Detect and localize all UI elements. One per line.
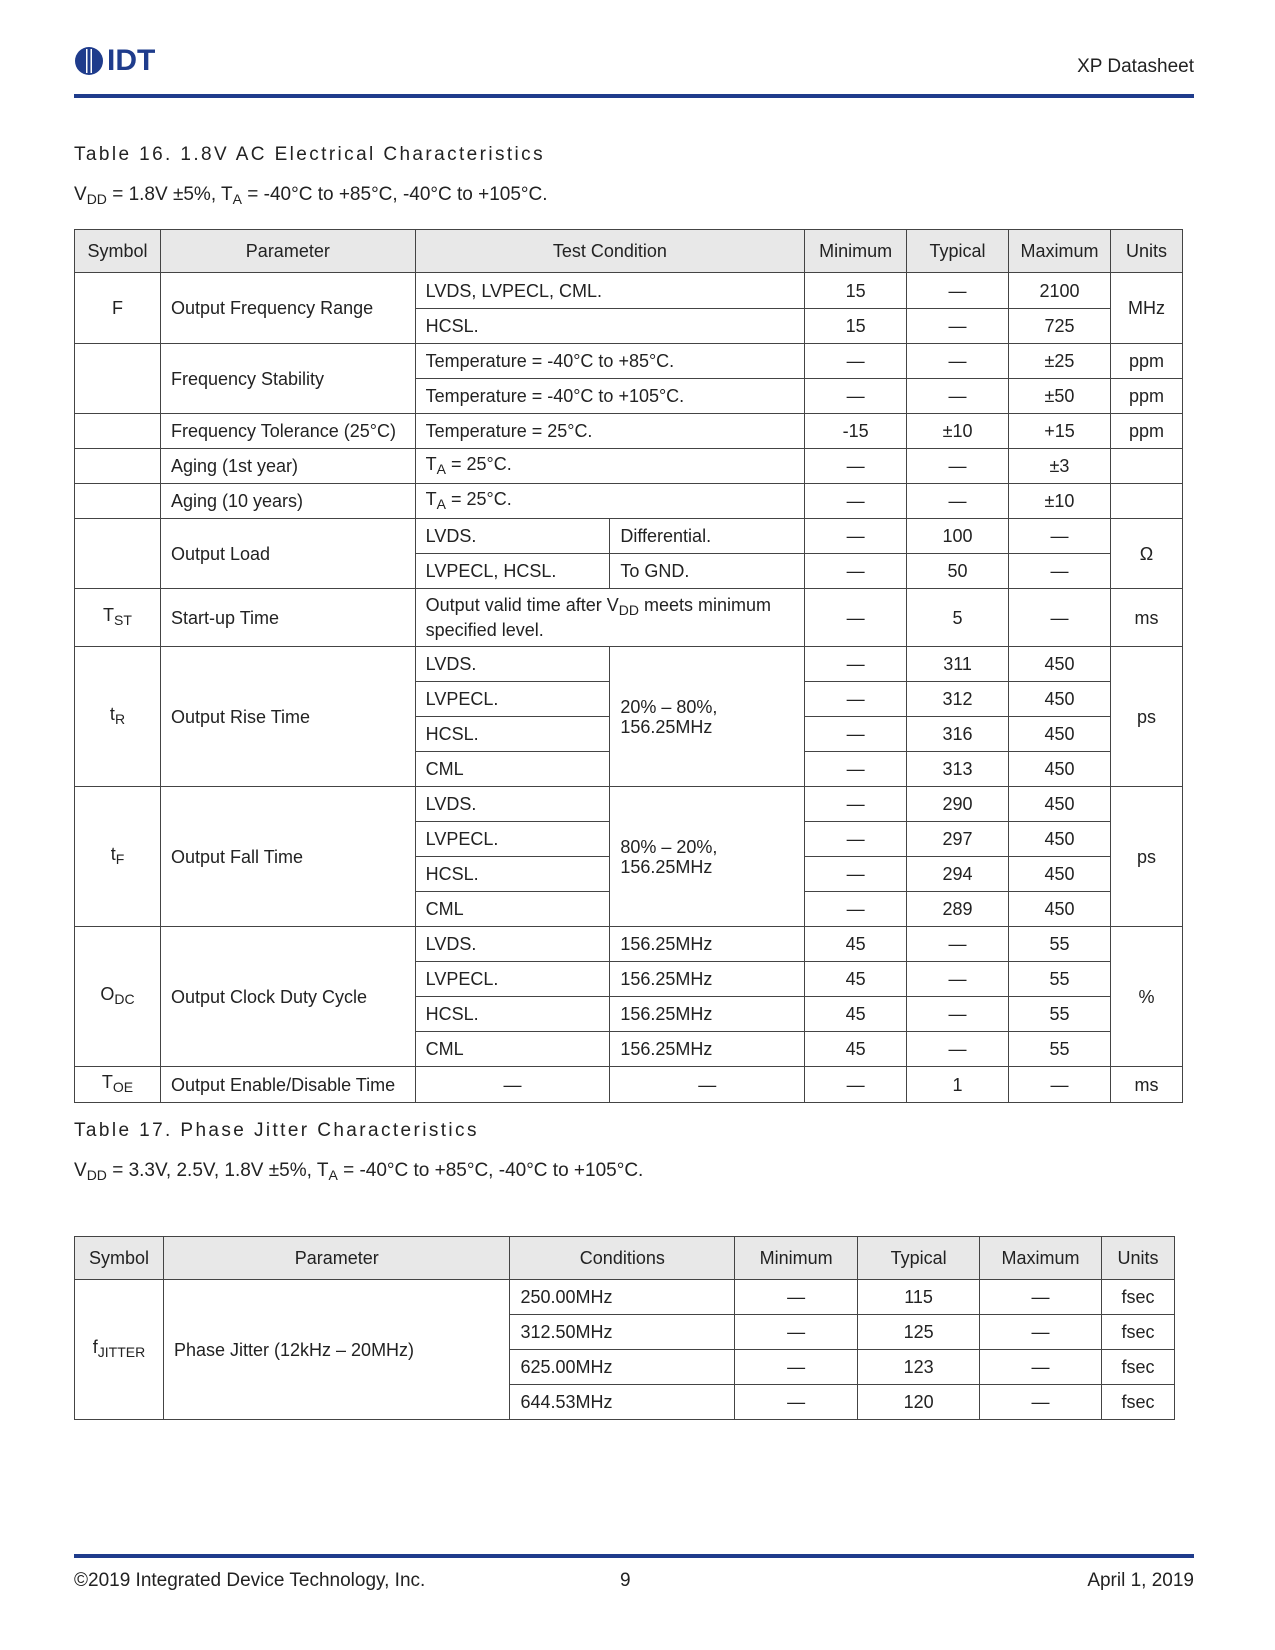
symbol-cell (75, 449, 161, 484)
typ-cell: — (907, 962, 1009, 997)
condition-cell: CML (415, 892, 610, 927)
max-cell: 450 (1009, 752, 1111, 787)
condition-cell-b: 156.25MHz (610, 1032, 805, 1067)
min-cell: — (735, 1280, 858, 1315)
min-cell: — (805, 752, 907, 787)
min-cell: — (805, 717, 907, 752)
parameter-cell: Output Frequency Range (160, 273, 415, 344)
logo-text: IDT (107, 44, 156, 77)
max-cell: — (980, 1315, 1102, 1350)
table-row (75, 1280, 1175, 1315)
min-cell: 45 (805, 927, 907, 962)
footer-rule (74, 1554, 1194, 1558)
symbol-cell: $t_F$ (75, 787, 161, 927)
parameter-cell: Start-up Time (160, 589, 415, 647)
idt-logo (74, 44, 155, 78)
parameter-cell: Output Rise Time (160, 647, 415, 787)
parameter-cell: Aging (1st year) (160, 449, 415, 484)
typ-cell: 1 (907, 1067, 1009, 1103)
condition-cell: LVDS. (415, 647, 610, 682)
typ-cell: 289 (907, 892, 1009, 927)
table16-header-row (75, 230, 1183, 273)
condition-cell: 625.00MHz (510, 1350, 735, 1385)
parameter-cell: Output Load (160, 519, 415, 589)
typ-cell: 297 (907, 822, 1009, 857)
typ-cell: — (907, 484, 1009, 519)
condition-cell: $T_A = 25^\circ C$. (415, 484, 804, 519)
min-cell: — (805, 787, 907, 822)
max-cell: 725 (1009, 309, 1111, 344)
units-cell (1110, 484, 1182, 519)
condition-cell-b: Differential. (610, 519, 805, 554)
min-cell: 45 (805, 1032, 907, 1067)
max-cell: — (980, 1280, 1102, 1315)
parameter-cell: Output Enable/Disable Time (160, 1067, 415, 1103)
condition-cell-b: 156.25MHz (610, 927, 805, 962)
min-cell: — (805, 589, 907, 647)
units-cell: fsec (1101, 1280, 1174, 1315)
max-cell: 450 (1009, 717, 1111, 752)
col-parameter: Parameter (163, 1237, 509, 1280)
min-cell: — (805, 857, 907, 892)
symbol-cell: $T_{OE}$ (75, 1067, 161, 1103)
idt-logo-icon (74, 46, 104, 76)
min-cell: — (735, 1350, 858, 1385)
units-cell: fsec (1101, 1385, 1174, 1420)
units-cell: ps (1110, 787, 1182, 927)
min-cell: — (805, 1067, 907, 1103)
max-cell: 55 (1009, 997, 1111, 1032)
condition-cell-b: 156.25MHz (610, 962, 805, 997)
typ-cell: — (907, 309, 1009, 344)
table-row (75, 787, 1183, 822)
table17-header-row (75, 1237, 1175, 1280)
table-row (75, 344, 1183, 379)
footer-date: April 1, 2019 (1087, 1570, 1194, 1591)
max-cell: 450 (1009, 822, 1111, 857)
page-number: 9 (620, 1570, 631, 1591)
table16-caption: Table 16. 1.8V AC Electrical Characteristics (74, 144, 545, 165)
min-cell: — (805, 344, 907, 379)
symbol-cell (75, 414, 161, 449)
min-cell: — (805, 484, 907, 519)
typ-cell: — (907, 997, 1009, 1032)
max-cell: — (1009, 589, 1111, 647)
max-cell: — (980, 1385, 1102, 1420)
col-typical: Typical (907, 230, 1009, 273)
col-minimum: Minimum (735, 1237, 858, 1280)
condition-cell: HCSL. (415, 309, 804, 344)
condition-cell: Output valid time after $V_{DD}$ meets minimum specified level. (415, 589, 804, 647)
typ-cell: — (907, 927, 1009, 962)
footer-copyright: ©2019 Integrated Device Technology, Inc. (74, 1570, 426, 1591)
parameter-cell: Frequency Tolerance (25°C) (160, 414, 415, 449)
condition-cell: HCSL. (415, 717, 610, 752)
units-cell: Ω (1110, 519, 1182, 589)
typ-cell: 290 (907, 787, 1009, 822)
condition-cell: HCSL. (415, 857, 610, 892)
symbol-cell: $T_{ST}$ (75, 589, 161, 647)
table17-conditions: $V_{DD} = 3.3V$, 2.5V, 1.8V ±5%, $T_A = -40^\circ C$ to +85°C, -40°C to +105°C. (74, 1160, 644, 1183)
min-cell: — (805, 647, 907, 682)
doc-title: XP Datasheet (1077, 56, 1194, 77)
typ-cell: 120 (858, 1385, 980, 1420)
condition-cell-b: 80% – 20%, 156.25MHz (610, 787, 805, 927)
typ-cell: 115 (858, 1280, 980, 1315)
condition-cell: HCSL. (415, 997, 610, 1032)
min-cell: — (805, 449, 907, 484)
col-symbol: Symbol (75, 230, 161, 273)
col-conditions: Conditions (510, 1237, 735, 1280)
typ-cell: 50 (907, 554, 1009, 589)
header-rule (74, 94, 1194, 98)
parameter-cell: Phase Jitter (12kHz – 20MHz) (163, 1280, 509, 1420)
condition-cell: LVDS. (415, 519, 610, 554)
typ-cell: 123 (858, 1350, 980, 1385)
min-cell: — (805, 822, 907, 857)
min-cell: — (805, 379, 907, 414)
min-cell: — (735, 1315, 858, 1350)
units-cell: fsec (1101, 1350, 1174, 1385)
typ-cell: — (907, 379, 1009, 414)
typ-cell: — (907, 273, 1009, 309)
table16 (74, 229, 1183, 1103)
typ-cell: — (907, 449, 1009, 484)
condition-cell: 250.00MHz (510, 1280, 735, 1315)
condition-cell: CML (415, 752, 610, 787)
table17 (74, 1236, 1175, 1420)
col-minimum: Minimum (805, 230, 907, 273)
condition-cell-b: — (610, 1067, 805, 1103)
units-cell: ms (1110, 589, 1182, 647)
table-row (75, 927, 1183, 962)
col-typical: Typical (858, 1237, 980, 1280)
table-row (75, 1067, 1183, 1103)
max-cell: — (980, 1350, 1102, 1385)
max-cell: 55 (1009, 1032, 1111, 1067)
max-cell: 450 (1009, 682, 1111, 717)
condition-cell: LVDS. (415, 787, 610, 822)
typ-cell: 5 (907, 589, 1009, 647)
max-cell: 450 (1009, 787, 1111, 822)
min-cell: 15 (805, 309, 907, 344)
max-cell: — (1009, 519, 1111, 554)
units-cell: fsec (1101, 1315, 1174, 1350)
max-cell: — (1009, 554, 1111, 589)
min-cell: 15 (805, 273, 907, 309)
max-cell: 2100 (1009, 273, 1111, 309)
parameter-cell: Output Fall Time (160, 787, 415, 927)
condition-cell: LVDS, LVPECL, CML. (415, 273, 804, 309)
col-units: Units (1110, 230, 1182, 273)
typ-cell: 313 (907, 752, 1009, 787)
parameter-cell: Frequency Stability (160, 344, 415, 414)
table-row (75, 273, 1183, 309)
typ-cell: 311 (907, 647, 1009, 682)
condition-cell: — (415, 1067, 610, 1103)
max-cell: ±10 (1009, 484, 1111, 519)
condition-cell-b: 156.25MHz (610, 997, 805, 1032)
condition-cell: LVPECL. (415, 962, 610, 997)
typ-cell: 294 (907, 857, 1009, 892)
symbol-cell (75, 484, 161, 519)
parameter-cell: Aging (10 years) (160, 484, 415, 519)
col-units: Units (1101, 1237, 1174, 1280)
table-row (75, 589, 1183, 647)
typ-cell: ±10 (907, 414, 1009, 449)
min-cell: — (805, 519, 907, 554)
max-cell: ±50 (1009, 379, 1111, 414)
table16-conditions: $V_{DD} = 1.8V \pm 5\%$, $T_A = -40^\circ C$ to +85°C, -40°C to +105°C. (74, 184, 548, 207)
max-cell: +15 (1009, 414, 1111, 449)
units-cell: % (1110, 927, 1182, 1067)
max-cell: ±25 (1009, 344, 1111, 379)
col-symbol: Symbol (75, 1237, 164, 1280)
symbol-cell (75, 344, 161, 414)
condition-cell: CML (415, 1032, 610, 1067)
condition-cell-b: To GND. (610, 554, 805, 589)
max-cell: ±3 (1009, 449, 1111, 484)
typ-cell: — (907, 1032, 1009, 1067)
condition-cell: Temperature = -40°C to +85°C. (415, 344, 804, 379)
col-parameter: Parameter (160, 230, 415, 273)
condition-cell: Temperature = 25°C. (415, 414, 804, 449)
table-row (75, 414, 1183, 449)
typ-cell: 100 (907, 519, 1009, 554)
symbol-cell: $O_{DC}$ (75, 927, 161, 1067)
col-maximum: Maximum (1009, 230, 1111, 273)
col-maximum: Maximum (980, 1237, 1102, 1280)
units-cell: ppm (1110, 379, 1182, 414)
condition-cell: Temperature = -40°C to +105°C. (415, 379, 804, 414)
max-cell: 55 (1009, 927, 1111, 962)
min-cell: -15 (805, 414, 907, 449)
symbol-cell: $f_{JITTER}$ (75, 1280, 164, 1420)
min-cell: — (805, 554, 907, 589)
condition-cell: LVPECL, HCSL. (415, 554, 610, 589)
condition-cell: $T_A = 25^\circ C$. (415, 449, 804, 484)
table-row (75, 484, 1183, 519)
units-cell: MHz (1110, 273, 1182, 344)
typ-cell: 312 (907, 682, 1009, 717)
typ-cell: — (907, 344, 1009, 379)
table17-caption: Table 17. Phase Jitter Characteristics (74, 1120, 479, 1141)
max-cell: — (1009, 1067, 1111, 1103)
condition-cell-b: 20% – 80%, 156.25MHz (610, 647, 805, 787)
parameter-cell: Output Clock Duty Cycle (160, 927, 415, 1067)
max-cell: 55 (1009, 962, 1111, 997)
units-cell: ps (1110, 647, 1182, 787)
table-row (75, 647, 1183, 682)
condition-cell: LVDS. (415, 927, 610, 962)
symbol-cell: $t_R$ (75, 647, 161, 787)
units-cell: ppm (1110, 344, 1182, 379)
max-cell: 450 (1009, 857, 1111, 892)
table-row (75, 449, 1183, 484)
condition-cell: 312.50MHz (510, 1315, 735, 1350)
units-cell: ppm (1110, 414, 1182, 449)
condition-cell: 644.53MHz (510, 1385, 735, 1420)
min-cell: — (805, 682, 907, 717)
condition-cell: LVPECL. (415, 822, 610, 857)
typ-cell: 125 (858, 1315, 980, 1350)
units-cell: ms (1110, 1067, 1182, 1103)
col-test-condition: Test Condition (415, 230, 804, 273)
typ-cell: 316 (907, 717, 1009, 752)
table-row (75, 519, 1183, 554)
max-cell: 450 (1009, 892, 1111, 927)
symbol-cell: F (75, 273, 161, 344)
min-cell: — (805, 892, 907, 927)
units-cell (1110, 449, 1182, 484)
max-cell: 450 (1009, 647, 1111, 682)
min-cell: 45 (805, 962, 907, 997)
min-cell: — (735, 1385, 858, 1420)
min-cell: 45 (805, 997, 907, 1032)
symbol-cell (75, 519, 161, 589)
condition-cell: LVPECL. (415, 682, 610, 717)
